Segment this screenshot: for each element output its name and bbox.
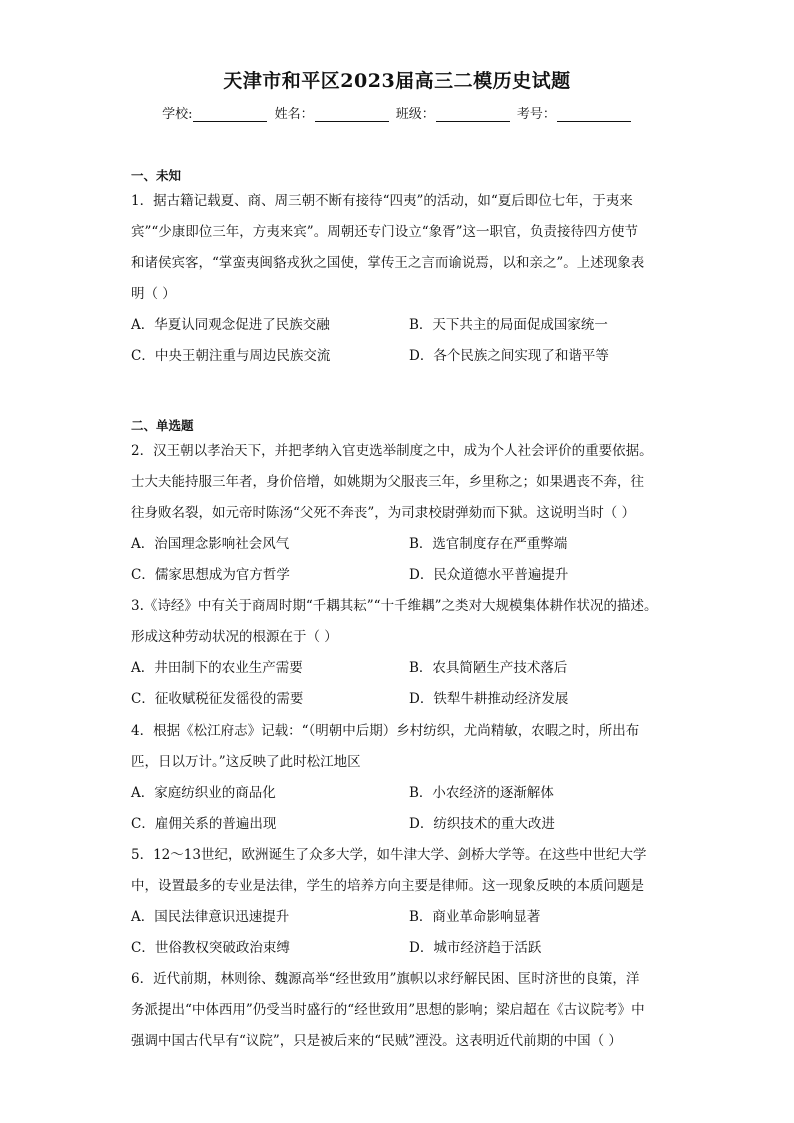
question-4-option-d[interactable]: D．纺织技术的重大改进 <box>409 816 555 832</box>
section-heading-single-choice: 二、单选题 <box>131 418 194 433</box>
question-2-line-1: 2．汉王朝以孝治天下，并把孝纳入官吏选举制度之中，成为个人社会评价的重要依据。 <box>131 443 653 459</box>
question-3-option-a[interactable]: A．井田制下的农业生产需要 <box>131 660 303 676</box>
question-3-line-1: 3.《诗经》中有关于商周时期“千耦其耘”“十千维耦”之类对大规模集体耕作状况的描述。 <box>131 598 658 614</box>
question-2-option-b[interactable]: B．选官制度存在严重弊端 <box>409 536 568 552</box>
question-3-option-d[interactable]: D．铁犁牛耕推动经济发展 <box>409 691 569 707</box>
student-info-row <box>0 103 794 122</box>
question-3-option-b[interactable]: B．农具简陋生产技术落后 <box>409 660 568 676</box>
question-5-option-c[interactable]: C．世俗教权突破政治束缚 <box>131 940 290 956</box>
page-title: 天津市和平区2023届高三二模历史试题 <box>223 70 571 92</box>
question-5-option-b[interactable]: B．商业革命影响显著 <box>409 909 541 925</box>
question-2-option-d[interactable]: D．民众道德水平普遍提升 <box>409 567 569 583</box>
question-5-option-d[interactable]: D．城市经济趋于活跃 <box>409 940 542 956</box>
section-heading-unknown: 一、未知 <box>131 168 182 183</box>
question-5-line-2: 中，设置最多的专业是法律，学生的培养方向主要是律师。这一现象反映的本质问题是 <box>131 878 644 894</box>
school-label: 学校: <box>162 107 193 122</box>
question-3-option-c[interactable]: C．征收赋税征发徭役的需要 <box>131 691 304 707</box>
name-label: 姓名： <box>274 107 314 122</box>
question-1-line-2: 宾”“少康即位三年，方夷来宾”。周朝还专门设立“象胥”这一职官，负责接待四方使节 <box>131 224 639 240</box>
school-blank[interactable] <box>193 107 267 122</box>
question-1-option-a[interactable]: A．华夏认同观念促进了民族交融 <box>131 317 330 333</box>
question-6-line-2: 务派提出“中体西用”仍受当时盛行的“经世致用”思想的影响；梁启超在《古议院考》中 <box>131 1002 645 1018</box>
question-1-line-3: 和诸侯宾客，“掌蛮夷闽貉戎狄之国使，掌传王之言而谕说焉，以和亲之”。上述现象表 <box>131 255 645 271</box>
question-4-line-2: 匹，日以万计。”这反映了此时松江地区 <box>131 754 361 770</box>
question-6-line-3: 强调中国古代早有“议院”，只是被后来的“民贼”湮没。这表明近代前期的中国（ ） <box>131 1033 622 1049</box>
question-4-option-a[interactable]: A．家庭纺织业的商品化 <box>131 785 276 801</box>
question-2-line-3: 往身败名裂，如元帝时陈汤“父死不奔丧”，为司隶校尉弹劾而下狱。这说明当时（ ） <box>131 505 636 521</box>
question-5-option-a[interactable]: A．国民法律意识迅速提升 <box>131 909 290 925</box>
question-1-line-1: 1．据古籍记载夏、商、周三朝不断有接待“四夷”的活动，如“夏后即位七年，于夷来 <box>131 193 633 209</box>
class-label: 班级： <box>395 107 435 122</box>
question-2-option-c[interactable]: C．儒家思想成为官方哲学 <box>131 567 290 583</box>
question-4-option-b[interactable]: B．小农经济的逐渐解体 <box>409 785 554 801</box>
question-1-option-b[interactable]: B．天下共主的局面促成国家统一 <box>409 317 608 333</box>
question-1-line-4: 明（ ） <box>131 286 176 302</box>
number-blank[interactable] <box>557 107 631 122</box>
question-6-line-1: 6．近代前期，林则徐、魏源高举“经世致用”旗帜以求纾解民困、匡时济世的良策，洋 <box>131 971 640 987</box>
question-1-option-c[interactable]: C．中央王朝注重与周边民族交流 <box>131 348 331 364</box>
question-4-option-c[interactable]: C．雇佣关系的普遍出现 <box>131 816 277 832</box>
name-blank[interactable] <box>315 107 389 122</box>
class-blank[interactable] <box>436 107 510 122</box>
question-1-option-d[interactable]: D．各个民族之间实现了和谐平等 <box>409 348 609 364</box>
question-2-option-a[interactable]: A．治国理念影响社会风气 <box>131 536 290 552</box>
question-2-line-2: 士大夫能持服三年者，身价倍增，如姚期为父服丧三年，乡里称之；如果遇丧不奔，往 <box>131 474 644 490</box>
question-4-line-1: 4．根据《松江府志》记载：“（明朝中后期）乡村纺织，尤尚精敏，农暇之时，所出布 <box>131 723 640 739</box>
number-label: 考号： <box>516 107 556 122</box>
question-5-line-1: 5．12～13世纪，欧洲诞生了众多大学，如牛津大学、剑桥大学等。在这些中世纪大学 <box>131 847 647 863</box>
question-3-line-2: 形成这种劳动状况的根源在于（ ） <box>131 629 338 645</box>
